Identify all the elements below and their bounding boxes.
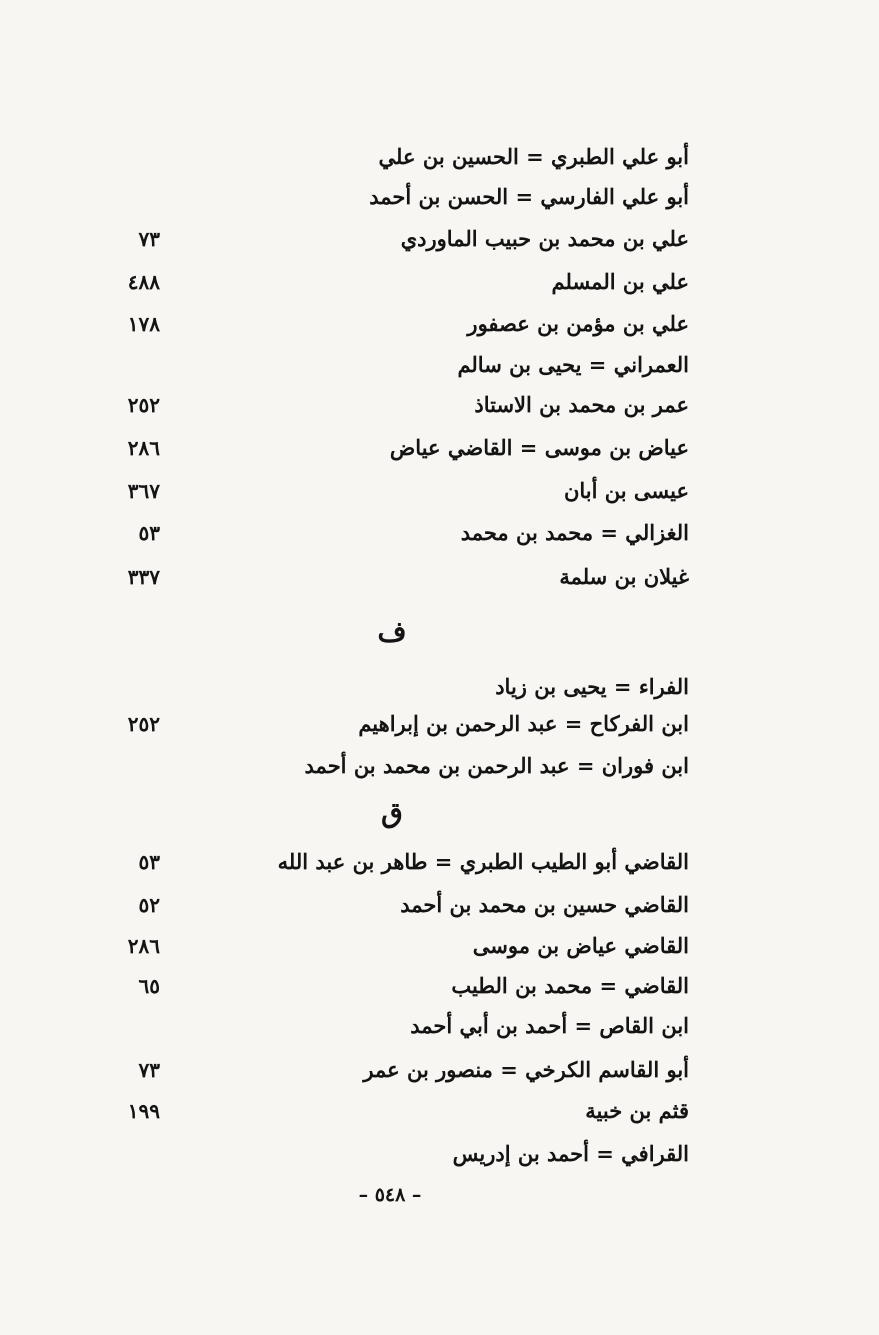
- entry-name: القاضي أبو الطيب الطبري = طاهر بن عبد الله: [277, 849, 689, 874]
- index-entry: [0, 885, 879, 925]
- entry-page-number: ٥٢: [138, 893, 160, 917]
- index-entry: [0, 304, 879, 344]
- entry-name: القاضي حسين بن محمد بن أحمد: [400, 892, 689, 917]
- entry-name: الغزالي = محمد بن محمد: [460, 520, 689, 545]
- index-entry: [0, 1134, 879, 1174]
- index-entry: [0, 966, 879, 1006]
- index-entry: [0, 471, 879, 511]
- entry-page-number: ٥٣: [138, 850, 160, 874]
- entry-name: علي بن المسلم: [551, 269, 689, 294]
- index-entry: [0, 385, 879, 425]
- entry-page-number: ٢٨٦: [127, 436, 160, 460]
- entry-name: ابن الفركاح = عبد الرحمن بن إبراهيم: [358, 711, 689, 736]
- page-number-footer: – ٥٤٨ –: [358, 1184, 422, 1206]
- entry-name: ابن القاص = أحمد بن أبي أحمد: [410, 1013, 689, 1038]
- index-entry: [0, 842, 879, 882]
- index-entry: [0, 1006, 879, 1046]
- index-entry: [0, 1091, 879, 1131]
- index-entry: [0, 262, 879, 302]
- index-entry: [0, 137, 879, 177]
- entry-name: القاضي عياض بن موسى: [472, 933, 689, 958]
- index-entry: [0, 345, 879, 385]
- index-entry: [0, 177, 879, 217]
- entry-name: قثم بن خبية: [585, 1098, 689, 1123]
- index-entry: [0, 428, 879, 468]
- entry-name: القاضي = محمد بن الطيب: [451, 973, 689, 998]
- entry-name: عياض بن موسى = القاضي عياض: [389, 435, 689, 460]
- entry-name: عيسى بن أبان: [563, 478, 689, 503]
- entry-page-number: ٣٣٧: [127, 565, 160, 589]
- index-entry: [0, 557, 879, 597]
- index-entry: [0, 746, 879, 786]
- index-entry: [0, 1050, 879, 1090]
- index-entry: [0, 219, 879, 259]
- entry-name: أبو علي الفارسي = الحسن بن أحمد: [369, 184, 689, 209]
- index-entry: [0, 513, 879, 553]
- index-entry: [0, 667, 879, 707]
- section-heading-fa: ف: [377, 615, 407, 648]
- entry-name: أبو القاسم الكرخي = منصور بن عمر: [363, 1057, 689, 1082]
- entry-page-number: ٢٨٦: [127, 934, 160, 958]
- entry-page-number: ٧٣: [138, 1058, 160, 1082]
- entry-page-number: ٢٥٢: [127, 712, 160, 736]
- entry-name: الفراء = يحيى بن زياد: [495, 674, 689, 699]
- section-heading-qaf: ق: [381, 796, 403, 829]
- entry-page-number: ٤٨٨: [127, 270, 160, 294]
- entry-name: علي بن مؤمن بن عصفور: [467, 311, 689, 336]
- entry-page-number: ٦٥: [138, 974, 160, 998]
- index-entry: [0, 926, 879, 966]
- entry-name: العمراني = يحيى بن سالم: [457, 352, 689, 377]
- entry-name: أبو علي الطبري = الحسين بن علي: [378, 144, 689, 169]
- entry-page-number: ١٩٩: [127, 1099, 160, 1123]
- entry-name: غيلان بن سلمة: [559, 564, 689, 589]
- index-entry: [0, 704, 879, 744]
- entry-page-number: ٢٥٢: [127, 393, 160, 417]
- entry-name: ابن فوران = عبد الرحمن بن محمد بن أحمد: [304, 753, 689, 778]
- entry-name: علي بن محمد بن حبيب الماوردي: [400, 226, 689, 251]
- entry-page-number: ٣٦٧: [127, 479, 160, 503]
- entry-page-number: ١٧٨: [127, 312, 160, 336]
- entry-name: عمر بن محمد بن الاستاذ: [474, 392, 689, 417]
- entry-name: القرافي = أحمد بن إدريس: [452, 1141, 689, 1166]
- entry-page-number: ٥٣: [138, 521, 160, 545]
- entry-page-number: ٧٣: [138, 227, 160, 251]
